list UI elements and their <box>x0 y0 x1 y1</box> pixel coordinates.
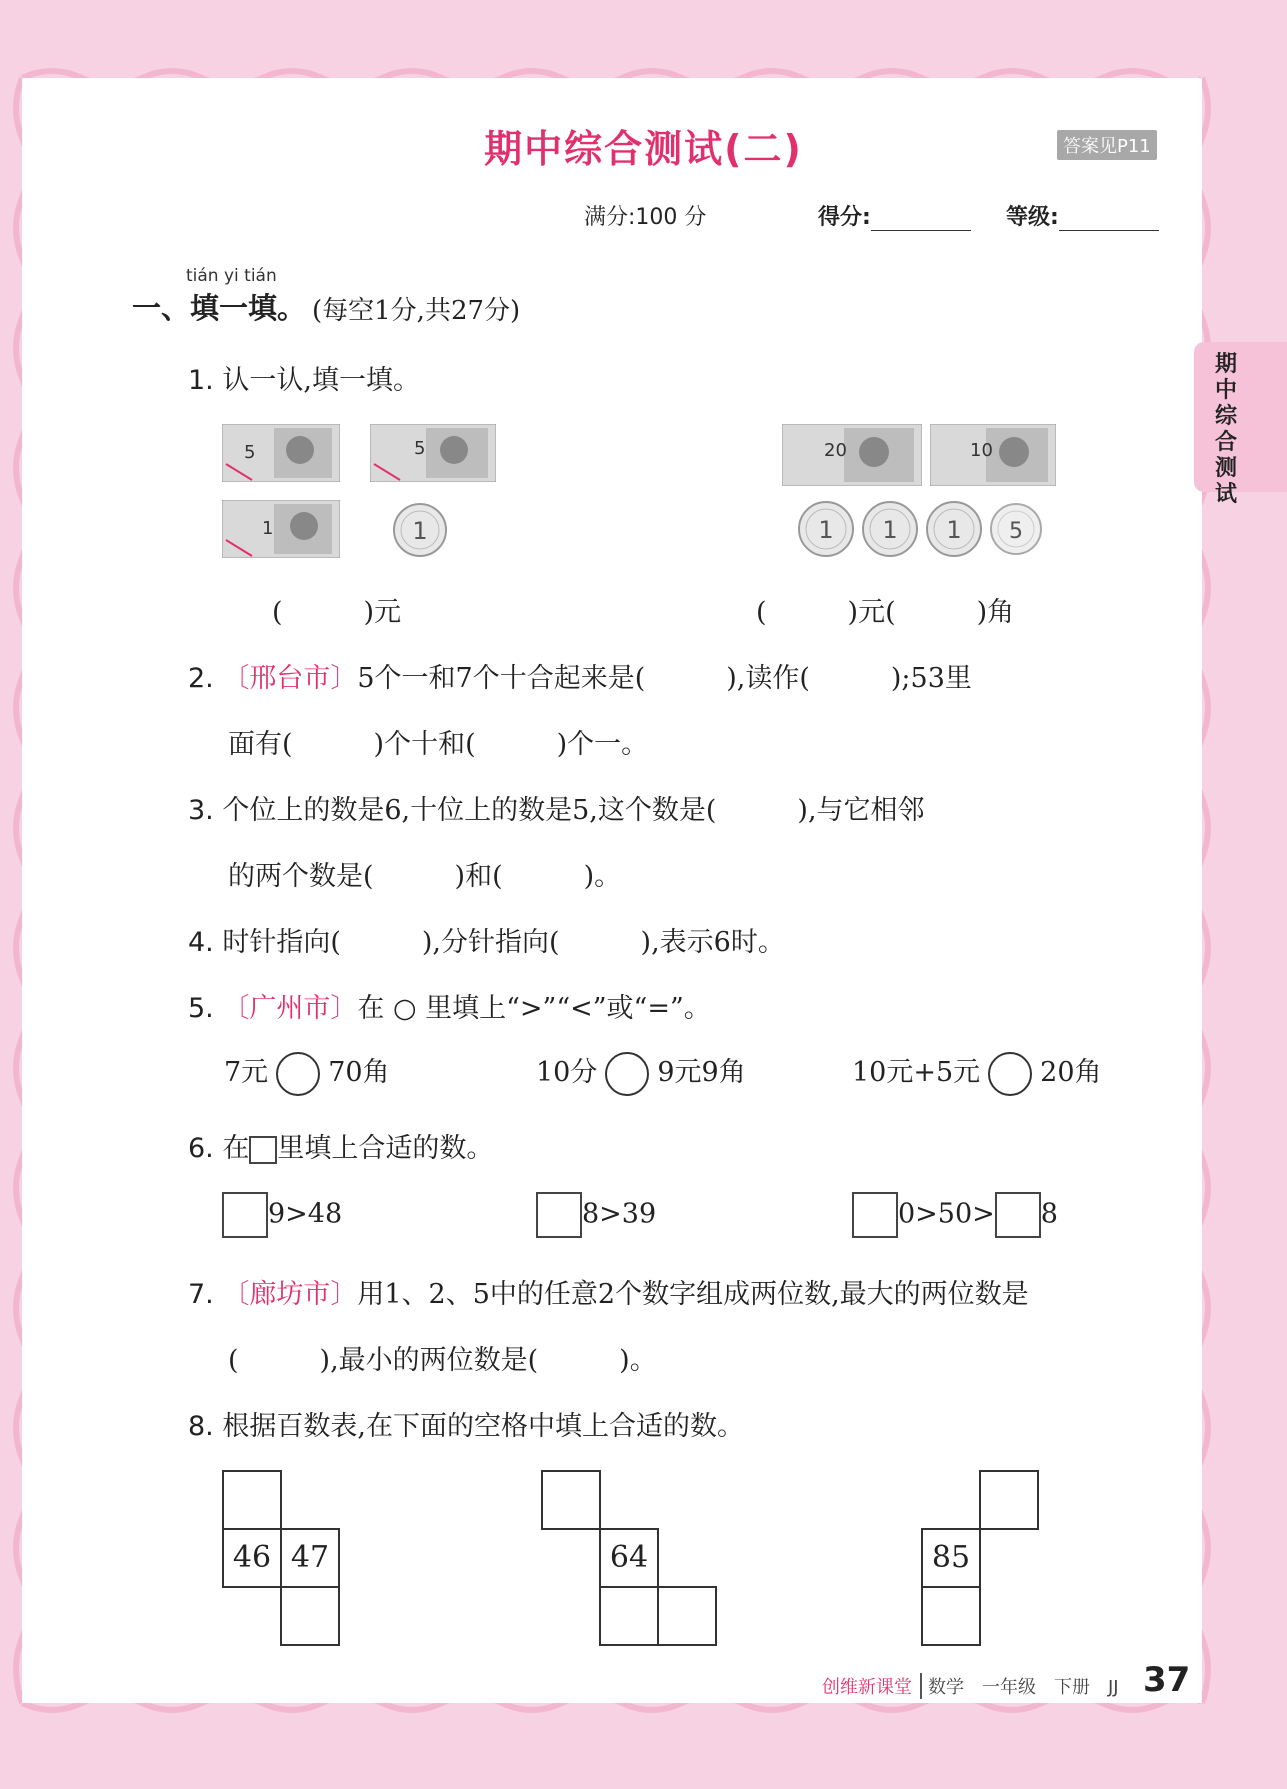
compare-circle[interactable] <box>605 1052 649 1096</box>
fill-expression: 8>39 <box>582 1198 657 1230</box>
question-2-line2: 面有( )个十和( )个一。 <box>228 729 649 760</box>
region-tag: 〔邢台市〕 <box>222 663 358 694</box>
banknote-5-yuan <box>370 424 496 482</box>
question-number: 2. <box>188 663 214 694</box>
banknote-value: 5 <box>244 442 256 463</box>
fill-box[interactable] <box>995 1192 1041 1238</box>
banknote-value: 1 <box>262 518 274 539</box>
fill-item-3 <box>852 1192 1058 1238</box>
page-number: 37 <box>1143 1660 1191 1700</box>
footer-brand: 创维新课堂 <box>822 1677 912 1698</box>
coin-value: 1 <box>946 516 962 544</box>
compare-left: 7元 <box>224 1057 269 1088</box>
question-text: 在 <box>222 1133 250 1164</box>
question-number: 4. <box>188 927 214 958</box>
region-tag: 〔廊坊市〕 <box>222 1279 358 1310</box>
coin-value: 1 <box>818 516 834 544</box>
fill-box[interactable] <box>536 1192 582 1238</box>
fill-box[interactable] <box>852 1192 898 1238</box>
question-text: 5个一和7个十合起来是( ),读作( );53里 <box>357 663 972 694</box>
grid-blank-cell[interactable] <box>979 1470 1039 1530</box>
score-field <box>818 200 971 231</box>
coin-value: 1 <box>412 517 428 545</box>
grid-cell: 85 <box>921 1528 981 1588</box>
compare-left: 10元+5元 <box>852 1057 981 1088</box>
compare-right: 9元9角 <box>657 1057 746 1088</box>
grid-blank-cell[interactable] <box>280 1586 340 1646</box>
question-text: 认一认,填一填。 <box>222 365 420 396</box>
grid-blank-cell[interactable] <box>541 1470 601 1530</box>
square-symbol <box>249 1136 277 1164</box>
question-text: 个位上的数是6,十位上的数是5,这个数是( ),与它相邻 <box>222 795 925 826</box>
section-title: 一、填一填。 <box>132 291 307 325</box>
section-note: (每空1分,共27分) <box>312 296 521 326</box>
question-1 <box>188 358 420 397</box>
grid-cell: 47 <box>280 1528 340 1588</box>
question-number: 1. <box>188 365 214 396</box>
banknote-value: 10 <box>970 440 993 461</box>
grid-blank-cell[interactable] <box>599 1586 659 1646</box>
coin-5-jiao <box>989 502 1043 556</box>
compare-item-2 <box>536 1050 746 1096</box>
compare-item-1 <box>224 1050 390 1096</box>
coin-1-yuan <box>861 500 919 558</box>
compare-circle[interactable] <box>276 1052 320 1096</box>
compare-right: 70角 <box>328 1057 390 1088</box>
banknote-20-yuan <box>782 424 922 486</box>
question-number: 7. <box>188 1279 214 1310</box>
question-6 <box>188 1126 493 1165</box>
question-text: 根据百数表,在下面的空格中填上合适的数。 <box>222 1411 744 1442</box>
full-score-label: 满分:100 分 <box>584 205 707 230</box>
question-text: 时针指向( ),分针指向( ),表示6时。 <box>222 927 785 958</box>
question-3 <box>188 788 925 827</box>
banknote-value: 5 <box>414 438 426 459</box>
compare-circle[interactable] <box>988 1052 1032 1096</box>
side-tab-label: 期中综合测试 <box>1214 352 1237 507</box>
compare-right: 20角 <box>1040 1057 1102 1088</box>
question-2 <box>188 656 972 695</box>
fill-item-2 <box>536 1192 656 1238</box>
fill-box[interactable] <box>222 1192 268 1238</box>
fill-expression: 8 <box>1040 1198 1058 1230</box>
coin-value: 5 <box>1009 519 1023 544</box>
score-label: 得分: <box>818 205 871 230</box>
footer-info: 数学 一年级 下册 JJ <box>920 1673 1119 1699</box>
compare-left: 10分 <box>536 1057 598 1088</box>
question-4 <box>188 920 785 959</box>
grade-label: 等级: <box>1006 205 1059 230</box>
question-text: 在 ○ 里填上“>”“<”或“=”。 <box>357 993 711 1024</box>
banknote-5-yuan <box>222 424 340 482</box>
answer-reference-badge: 答案见P11 <box>1057 130 1157 160</box>
grade-blank[interactable] <box>1059 209 1159 231</box>
coin-1-yuan <box>797 500 855 558</box>
question-number: 5. <box>188 993 214 1024</box>
question-text: 用1、2、5中的任意2个数字组成两位数,最大的两位数是 <box>357 1279 1029 1310</box>
grid-blank-cell[interactable] <box>921 1586 981 1646</box>
banknote-10-yuan <box>930 424 1056 486</box>
question-7 <box>188 1272 1029 1311</box>
grid-blank-cell[interactable] <box>222 1470 282 1530</box>
coin-1-yuan <box>925 500 983 558</box>
page-title: 期中综合测试(二) <box>484 127 803 171</box>
coin-1-yuan <box>392 502 448 558</box>
q1-answer-right[interactable]: ( )元( )角 <box>756 597 1015 628</box>
question-5 <box>188 986 711 1025</box>
question-8 <box>188 1404 744 1443</box>
coin-value: 1 <box>882 516 898 544</box>
banknote-1-yuan <box>222 500 340 558</box>
score-blank[interactable] <box>871 209 971 231</box>
question-3-line2: 的两个数是( )和( )。 <box>228 861 622 892</box>
question-number: 6. <box>188 1133 214 1164</box>
fill-expression: 0>50> <box>898 1198 995 1230</box>
question-7-line2: ( ),最小的两位数是( )。 <box>228 1345 657 1376</box>
grade-field <box>1006 200 1159 231</box>
fill-item-1 <box>222 1192 342 1238</box>
fill-expression: 9>48 <box>268 1198 343 1230</box>
question-text: 里填上合适的数。 <box>277 1133 494 1164</box>
grid-blank-cell[interactable] <box>657 1586 717 1646</box>
banknote-value: 20 <box>824 440 847 461</box>
grid-cell: 46 <box>222 1528 282 1588</box>
q1-answer-left[interactable]: ( )元 <box>272 597 402 628</box>
region-tag: 〔广州市〕 <box>222 993 358 1024</box>
question-number: 3. <box>188 795 214 826</box>
grid-cell: 64 <box>599 1528 659 1588</box>
section-pinyin: tián yi tián <box>186 266 277 286</box>
question-number: 8. <box>188 1411 214 1442</box>
compare-item-3 <box>852 1050 1102 1096</box>
